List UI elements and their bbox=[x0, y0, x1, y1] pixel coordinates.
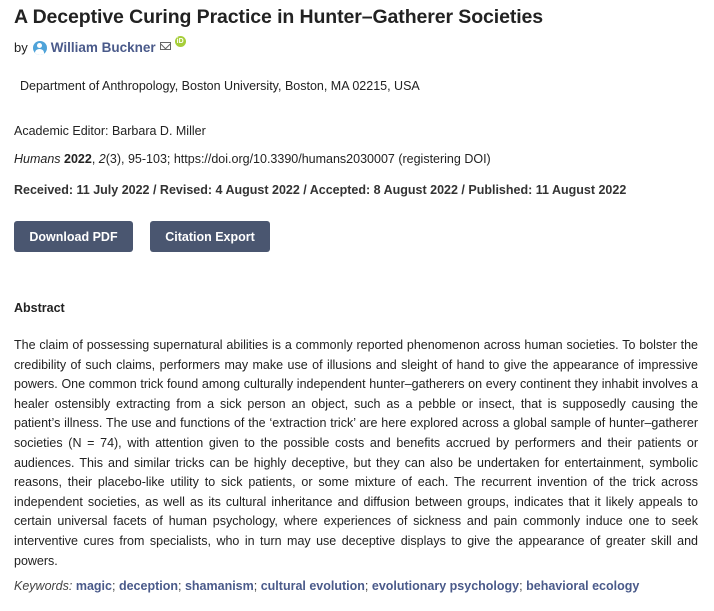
abstract-text: The claim of possessing supernatural abilities is a commonly reported phenomenon across human societies. To bolster the credibility of such claims, performers may make use of illusions and sleight of hand to give the appearance of impressive powers. One common trick found among culturally independent hunter–gatherers on every continent they inhabit involves a healer ostensibly extracting from a sick person an object, such as a pebble or insect, that is supposedly causing the patient’s illness. The use and functions of the ‘extraction trick’ are here explored across a global sample of hunter–gatherer societies (N = 74), with attention given to the possible costs and benefits accrued by performers and their patients or audiences. This and similar tricks can be highly deceptive, but they can also be undertaken for entertainment, symbolic reasons, their placebo-like utility to sick patients, or some mixture of each. The recurrent invention of the trick across independent societies, as well as its cultural inheritance and diffusion between groups, indicates that it likely appeals to certain universal facets of human psychology, where experiences of sickness and pain commonly induce one to seek interventive cures from specialists, who in turn may use deceptive displays to give the appearance of greater skill and powers. bbox=[14, 338, 698, 568]
download-pdf-button[interactable]: Download PDF bbox=[14, 221, 133, 252]
keywords-label: Keywords: bbox=[14, 579, 73, 593]
citation-export-button[interactable]: Citation Export bbox=[150, 221, 270, 252]
affiliation: Department of Anthropology, Boston University, Boston, MA 02215, USA bbox=[20, 79, 420, 93]
orcid-icon[interactable]: iD bbox=[176, 38, 184, 45]
person-icon[interactable] bbox=[33, 41, 47, 55]
journal-name: Humans bbox=[14, 152, 61, 166]
by-label: by bbox=[14, 40, 28, 55]
keyword-link[interactable]: evolutionary psychology bbox=[371, 579, 520, 593]
academic-editor bbox=[14, 124, 206, 138]
byline bbox=[14, 40, 186, 55]
editor-name: Barbara D. Miller bbox=[111, 124, 206, 138]
keyword-link[interactable]: deception bbox=[118, 579, 178, 593]
author-name-link[interactable]: William Buckner bbox=[50, 40, 156, 55]
keyword-link[interactable]: cultural evolution bbox=[260, 579, 365, 593]
abstract-heading: Abstract bbox=[14, 301, 65, 315]
keyword-link[interactable]: shamanism bbox=[184, 579, 254, 593]
citation-issue-pages: (3), 95-103; https://doi.org/10.3390/humans2030007 (registering DOI) bbox=[105, 152, 491, 166]
publication-dates: Received: 11 July 2022 / Revised: 4 August 2022 / Accepted: 8 August 2022 / Published: 11 August 2022 bbox=[14, 183, 627, 197]
citation-line: Humans 2022, 2(3), 95-103; https://doi.org/10.3390/humans2030007 (registering DOI) bbox=[14, 152, 491, 166]
keywords: Keywords: magic; deception; shamanism; cultural evolution; evolutionary psychology; behavioral ecology bbox=[14, 579, 640, 593]
citation-year: 2022 bbox=[64, 152, 92, 166]
keyword-link[interactable]: behavioral ecology bbox=[526, 579, 640, 593]
article-title: A Deceptive Curing Practice in Hunter–Gatherer Societies bbox=[14, 6, 544, 28]
editor-label: Academic Editor: bbox=[14, 124, 112, 138]
citation-volume: 2 bbox=[98, 152, 106, 166]
mail-icon[interactable] bbox=[160, 42, 171, 50]
keyword-link[interactable]: magic bbox=[75, 579, 112, 593]
